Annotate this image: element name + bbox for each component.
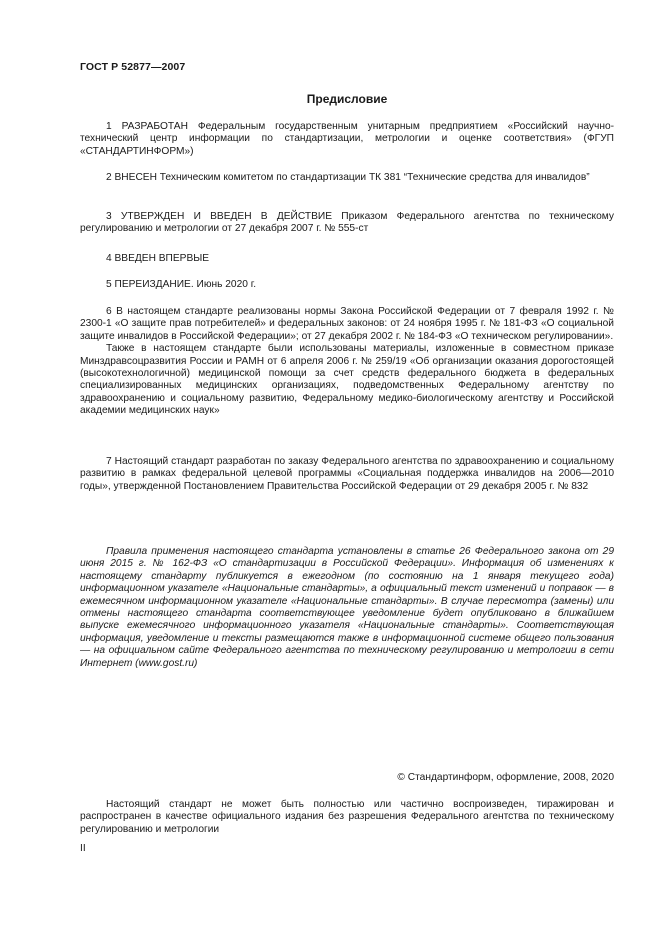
paragraph-7 (80, 456, 614, 493)
reproduction-rights-notice: Настоящий стандарт не может быть полностью или частично воспроизведен, тиражирован и распространен в качестве официального издания без разрешения Федерального агентства по техническому регулированию и метрологии (80, 799, 614, 835)
paragraph-3-text: 3 УТВЕРЖДЕН И ВВЕДЕН В ДЕЙСТВИЕ Приказом Федерального агентства по техническому регулированию и метрологии от 27 декабря 2007 г. № 555-ст (80, 211, 614, 235)
page-number: II (80, 843, 86, 854)
paragraph-1 (80, 121, 614, 158)
paragraph-6-continuation: Также в настоящем стандарте были использованы материалы, изложенные в совместном приказе Минздравсоцразвития России и РАМН от 6 апреля 2006 г. № 259/19 «Об организации оказания дорогостоящей (высокотехнологичной) медицинской помощи за счет средств федерального бюджета в федеральных специализированных медицинских организациях, подведомственных Федеральному агентству по здравоохранению и социальному развитию, Федеральному медико-биологическому агентству и Российской академии медицинских наук» (80, 343, 614, 417)
paragraph-2 (80, 172, 614, 184)
page-title: Предисловие (306, 92, 388, 106)
paragraph-2-text: 2 ВНЕСЕН Техническим комитетом по стандартизации ТК 381 “Технические средства для инвалидов” (106, 172, 590, 183)
paragraph-3 (80, 211, 614, 236)
paragraph-7-text: 7 Настоящий стандарт разработан по заказу Федерального агентства по здравоохранению и социальному развитию в рамках федеральной целевой программы «Социальная поддержка инвалидов на 2006—2010 годы», утвержденной Постановлением Правительства Российской Федерации от 29 декабря 2005 г. № 832 (80, 456, 614, 492)
standard-application-note: Правила применения настоящего стандарта установлены в статье 26 Федерального закона от 29 июня 2015 г. № 162-ФЗ «О стандартизации в Российской Федерации». Информация об изменениях к настоящему стандарту публикуется в ежегодном (по состоянию на 1 января текущего года) информационном указателе «Национальные стандарты», а официальный текст изменений и поправок — в ежемесячном информационном указателе «Национальные стандарты». В случае пересмотра (замены) или отмены настоящего стандарта соответствующее уведомление будет опубликовано в ближайшем выпуске ежемесячного информационного указателя «Национальные стандарты». Соответствующая информация, уведомление и тексты размещаются также в информационной системе общего пользования — на официальном сайте Федерального агентства по техническому регулированию и метрологии в сети Интернет (www.gost.ru) (80, 546, 614, 669)
paragraph-6 (80, 306, 614, 418)
paragraph-6-text: 6 В настоящем стандарте реализованы нормы Закона Российской Федерации от 7 февраля 1992 г. № 2300-1 «О защите прав потребителей» и федеральных законов: от 24 ноября 1995 г. № 181-ФЗ «О социальной защите инвалидов в Российской Федерации»; от 27 декабря 2002 г. № 184-ФЗ «О техническом регулировании». (80, 306, 614, 342)
paragraph-4-text: 4 ВВЕДЕН ВПЕРВЫЕ (106, 253, 210, 264)
paragraph-4 (80, 253, 614, 265)
paragraph-5-text: 5 ПЕРЕИЗДАНИЕ. Июнь 2020 г. (106, 279, 257, 290)
document-code: ГОСТ Р 52877—2007 (80, 61, 186, 73)
paragraph-1-text: 1 РАЗРАБОТАН Федеральным государственным унитарным предприятием «Российский научно-технический центр информации по стандартизации, метрологии и оценке соответствия» (ФГУП «СТАНДАРТИНФОРМ») (80, 121, 614, 157)
paragraph-5 (80, 279, 614, 291)
copyright-line: © Стандартинформ, оформление, 2008, 2020 (397, 772, 614, 783)
